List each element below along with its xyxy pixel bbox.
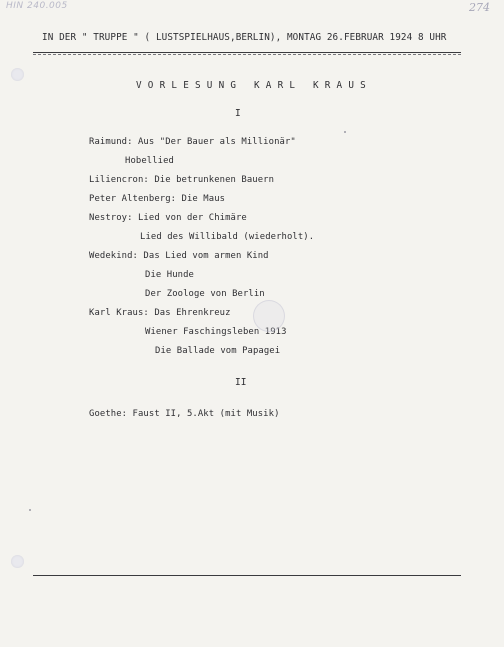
program-item: Goethe: Faust II, 5.Akt (mit Musik) [89, 409, 280, 419]
program-item: Nestroy: Lied von der Chimäre [89, 213, 247, 223]
program-item: Wiener Faschingsleben 1913 [145, 327, 287, 337]
ink-speck [29, 509, 31, 511]
bottom-rule [33, 575, 461, 576]
event-header: IN DER " TRUPPE " ( LUSTSPIELHAUS,BERLIN), MONTAG 26.FEBRUAR 1924 8 UHR [42, 32, 447, 43]
program-title: VORLESUNG KARL KRAUS [136, 80, 372, 91]
program-item: Karl Kraus: Das Ehrenkreuz [89, 308, 231, 318]
program-item: Die Hunde [145, 270, 194, 280]
program-item: Hobellied [125, 156, 174, 166]
ink-speck [344, 131, 346, 133]
archive-mark: HIN 240.005 [6, 1, 68, 11]
program-item: Die Ballade vom Papagei [155, 346, 281, 356]
program-item: Lied des Willibald (wiederholt). [140, 232, 315, 242]
top-rule [33, 52, 461, 53]
punch-hole [11, 68, 24, 81]
section-numeral-2: II [235, 377, 247, 388]
handwritten-page-number: 274 [469, 1, 490, 14]
program-item: Peter Altenberg: Die Maus [89, 194, 226, 204]
program-item: Der Zoologe von Berlin [145, 289, 265, 299]
section-numeral-1: I [235, 108, 241, 119]
program-item: Liliencron: Die betrunkenen Bauern [89, 175, 275, 185]
program-item: Wedekind: Das Lied vom armen Kind [89, 251, 269, 261]
punch-hole [11, 555, 24, 568]
program-item: Raimund: Aus "Der Bauer als Millionär" [89, 137, 296, 147]
faint-stamp [253, 300, 285, 332]
